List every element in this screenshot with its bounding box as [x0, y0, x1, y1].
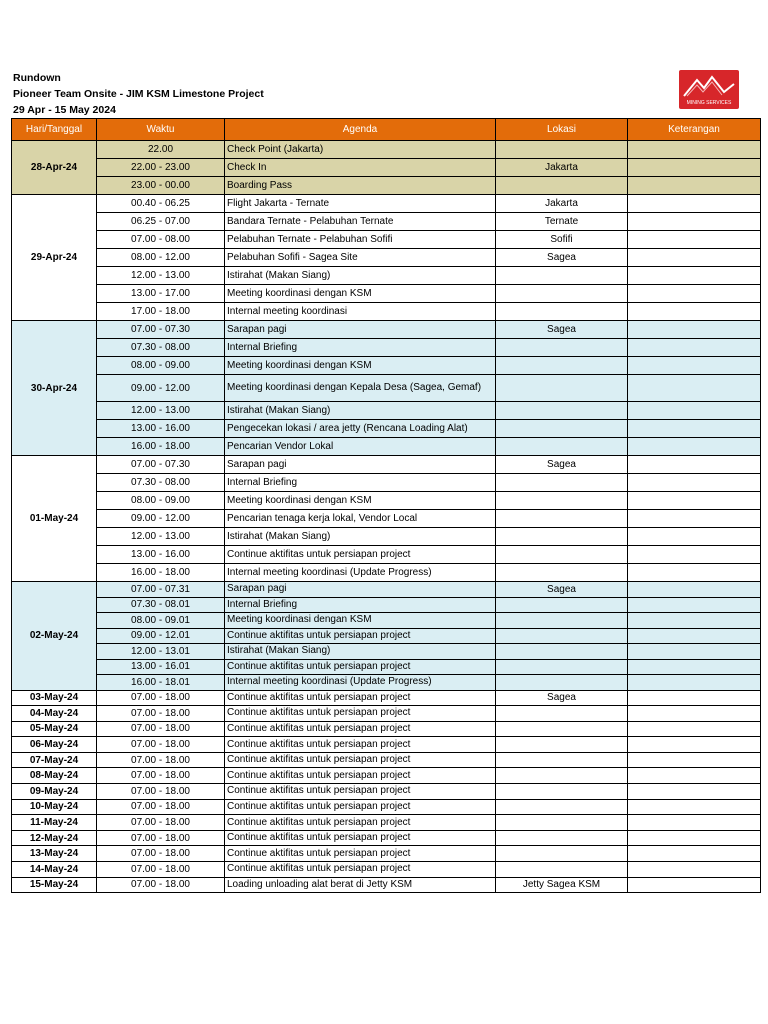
column-header-date: Hari/Tanggal: [12, 119, 97, 141]
date-cell: 14-May-24: [12, 862, 97, 878]
location-cell: [496, 141, 628, 159]
notes-cell: [628, 231, 761, 249]
date-cell: 29-Apr-24: [12, 195, 97, 321]
notes-cell: [628, 628, 761, 644]
notes-cell: [628, 474, 761, 492]
notes-cell: [628, 420, 761, 438]
agenda-cell: Meeting koordinasi dengan KSM: [225, 613, 496, 629]
table-row: [12, 597, 761, 613]
location-cell: [496, 546, 628, 564]
rundown-table: [11, 118, 761, 893]
location-cell: [496, 613, 628, 629]
table-row: [12, 644, 761, 660]
date-cell: 03-May-24: [12, 690, 97, 706]
agenda-cell: Flight Jakarta - Ternate: [225, 195, 496, 213]
date-cell: 01-May-24: [12, 456, 97, 582]
time-cell: 07.00 - 18.00: [97, 830, 225, 846]
agenda-cell: Sarapan pagi: [225, 321, 496, 339]
document-dates: 29 Apr - 15 May 2024: [13, 104, 116, 116]
location-cell: [496, 375, 628, 402]
table-row: [12, 438, 761, 456]
table-row: [12, 846, 761, 862]
notes-cell: [628, 613, 761, 629]
date-cell: 02-May-24: [12, 582, 97, 691]
time-cell: 07.00 - 07.31: [97, 582, 225, 598]
date-cell: 06-May-24: [12, 737, 97, 753]
time-cell: 13.00 - 17.00: [97, 285, 225, 303]
location-cell: [496, 768, 628, 784]
time-cell: 07.00 - 18.00: [97, 862, 225, 878]
agenda-cell: Pengecekan lokasi / area jetty (Rencana Loading Alat): [225, 420, 496, 438]
table-row: [12, 492, 761, 510]
date-cell: 30-Apr-24: [12, 321, 97, 456]
time-cell: 12.00 - 13.01: [97, 644, 225, 660]
table-row: [12, 582, 761, 598]
notes-cell: [628, 877, 761, 893]
time-cell: 13.00 - 16.00: [97, 546, 225, 564]
time-cell: 23.00 - 00.00: [97, 177, 225, 195]
date-cell: 10-May-24: [12, 799, 97, 815]
table-row: [12, 177, 761, 195]
notes-cell: [628, 528, 761, 546]
agenda-cell: Continue aktifitas untuk persiapan project: [225, 721, 496, 737]
table-row: [12, 213, 761, 231]
agenda-cell: Continue aktifitas untuk persiapan project: [225, 706, 496, 722]
notes-cell: [628, 784, 761, 800]
table-row: [12, 752, 761, 768]
agenda-cell: Bandara Ternate - Pelabuhan Ternate: [225, 213, 496, 231]
location-cell: [496, 267, 628, 285]
agenda-cell: Pelabuhan Ternate - Pelabuhan Sofifi: [225, 231, 496, 249]
location-cell: [496, 420, 628, 438]
location-cell: [496, 644, 628, 660]
location-cell: [496, 846, 628, 862]
location-cell: [496, 339, 628, 357]
time-cell: 16.00 - 18.00: [97, 564, 225, 582]
location-cell: [496, 659, 628, 675]
notes-cell: [628, 830, 761, 846]
table-row: [12, 231, 761, 249]
location-cell: [496, 510, 628, 528]
table-row: [12, 375, 761, 402]
column-header-time: Waktu: [97, 119, 225, 141]
agenda-cell: Pencarian Vendor Lokal: [225, 438, 496, 456]
location-cell: Jakarta: [496, 159, 628, 177]
location-cell: [496, 737, 628, 753]
time-cell: 16.00 - 18.01: [97, 675, 225, 691]
agenda-cell: Continue aktifitas untuk persiapan project: [225, 784, 496, 800]
time-cell: 13.00 - 16.00: [97, 420, 225, 438]
date-cell: 05-May-24: [12, 721, 97, 737]
time-cell: 09.00 - 12.01: [97, 628, 225, 644]
time-cell: 07.30 - 08.00: [97, 474, 225, 492]
agenda-cell: Continue aktifitas untuk persiapan project: [225, 659, 496, 675]
agenda-cell: Continue aktifitas untuk persiapan project: [225, 628, 496, 644]
agenda-cell: Continue aktifitas untuk persiapan project: [225, 830, 496, 846]
column-header-location: Lokasi: [496, 119, 628, 141]
location-cell: [496, 628, 628, 644]
table-row: [12, 628, 761, 644]
location-cell: [496, 285, 628, 303]
location-cell: Jetty Sagea KSM: [496, 877, 628, 893]
location-cell: Sagea: [496, 321, 628, 339]
time-cell: 07.00 - 08.00: [97, 231, 225, 249]
agenda-cell: Internal Briefing: [225, 474, 496, 492]
notes-cell: [628, 285, 761, 303]
location-cell: [496, 177, 628, 195]
agenda-cell: Pelabuhan Sofifi - Sagea Site: [225, 249, 496, 267]
location-cell: Jakarta: [496, 195, 628, 213]
time-cell: 08.00 - 09.00: [97, 357, 225, 375]
notes-cell: [628, 768, 761, 784]
notes-cell: [628, 510, 761, 528]
agenda-cell: Check In: [225, 159, 496, 177]
time-cell: 17.00 - 18.00: [97, 303, 225, 321]
agenda-cell: Continue aktifitas untuk persiapan project: [225, 846, 496, 862]
table-row: [12, 249, 761, 267]
table-row: [12, 546, 761, 564]
agenda-cell: Continue aktifitas untuk persiapan project: [225, 862, 496, 878]
column-header-agenda: Agenda: [225, 119, 496, 141]
table-row: [12, 830, 761, 846]
time-cell: 00.40 - 06.25: [97, 195, 225, 213]
time-cell: 07.00 - 18.00: [97, 721, 225, 737]
agenda-cell: Continue aktifitas untuk persiapan project: [225, 799, 496, 815]
notes-cell: [628, 846, 761, 862]
notes-cell: [628, 195, 761, 213]
notes-cell: [628, 303, 761, 321]
notes-cell: [628, 213, 761, 231]
location-cell: Ternate: [496, 213, 628, 231]
time-cell: 07.00 - 18.00: [97, 799, 225, 815]
table-row: [12, 528, 761, 546]
rundown-body: [12, 141, 761, 893]
time-cell: 08.00 - 09.01: [97, 613, 225, 629]
agenda-cell: Meeting koordinasi dengan KSM: [225, 285, 496, 303]
time-cell: 12.00 - 13.00: [97, 528, 225, 546]
location-cell: Sagea: [496, 690, 628, 706]
document-title: Rundown: [13, 72, 61, 84]
notes-cell: [628, 752, 761, 768]
notes-cell: [628, 737, 761, 753]
notes-cell: [628, 438, 761, 456]
notes-cell: [628, 339, 761, 357]
location-cell: [496, 862, 628, 878]
agenda-cell: Loading unloading alat berat di Jetty KSM: [225, 877, 496, 893]
location-cell: [496, 799, 628, 815]
notes-cell: [628, 402, 761, 420]
table-row: [12, 706, 761, 722]
date-cell: 07-May-24: [12, 752, 97, 768]
time-cell: 09.00 - 12.00: [97, 375, 225, 402]
company-logo-icon: [679, 70, 739, 109]
time-cell: 07.00 - 18.00: [97, 846, 225, 862]
time-cell: 08.00 - 09.00: [97, 492, 225, 510]
table-row: [12, 690, 761, 706]
table-row: [12, 721, 761, 737]
table-row: [12, 357, 761, 375]
notes-cell: [628, 721, 761, 737]
time-cell: 07.00 - 18.00: [97, 752, 225, 768]
notes-cell: [628, 375, 761, 402]
location-cell: [496, 784, 628, 800]
location-cell: [496, 438, 628, 456]
time-cell: 07.00 - 18.00: [97, 706, 225, 722]
agenda-cell: Continue aktifitas untuk persiapan project: [225, 690, 496, 706]
notes-cell: [628, 177, 761, 195]
location-cell: [496, 830, 628, 846]
table-row: [12, 267, 761, 285]
agenda-cell: Meeting koordinasi dengan KSM: [225, 357, 496, 375]
time-cell: 12.00 - 13.00: [97, 402, 225, 420]
notes-cell: [628, 799, 761, 815]
time-cell: 07.00 - 18.00: [97, 784, 225, 800]
time-cell: 07.00 - 18.00: [97, 877, 225, 893]
date-cell: 13-May-24: [12, 846, 97, 862]
location-cell: [496, 402, 628, 420]
date-cell: 08-May-24: [12, 768, 97, 784]
notes-cell: [628, 659, 761, 675]
agenda-cell: Continue aktifitas untuk persiapan project: [225, 546, 496, 564]
notes-cell: [628, 564, 761, 582]
time-cell: 07.00 - 18.00: [97, 768, 225, 784]
table-row: [12, 303, 761, 321]
agenda-cell: Continue aktifitas untuk persiapan project: [225, 737, 496, 753]
time-cell: 16.00 - 18.00: [97, 438, 225, 456]
agenda-cell: Internal meeting koordinasi (Update Progress): [225, 564, 496, 582]
table-row: [12, 877, 761, 893]
time-cell: 09.00 - 12.00: [97, 510, 225, 528]
table-header-row: [12, 119, 761, 141]
agenda-cell: Continue aktifitas untuk persiapan project: [225, 768, 496, 784]
table-row: [12, 815, 761, 831]
agenda-cell: Internal Briefing: [225, 339, 496, 357]
date-cell: 11-May-24: [12, 815, 97, 831]
location-cell: [496, 721, 628, 737]
time-cell: 07.00 - 18.00: [97, 690, 225, 706]
column-header-notes: Keterangan: [628, 119, 761, 141]
time-cell: 22.00: [97, 141, 225, 159]
date-cell: 15-May-24: [12, 877, 97, 893]
notes-cell: [628, 159, 761, 177]
time-cell: 07.00 - 18.00: [97, 737, 225, 753]
notes-cell: [628, 644, 761, 660]
table-row: [12, 285, 761, 303]
location-cell: [496, 303, 628, 321]
location-cell: [496, 492, 628, 510]
table-row: [12, 474, 761, 492]
location-cell: [496, 528, 628, 546]
table-row: [12, 141, 761, 159]
time-cell: 08.00 - 12.00: [97, 249, 225, 267]
agenda-cell: Istirahat (Makan Siang): [225, 402, 496, 420]
agenda-cell: Internal Briefing: [225, 597, 496, 613]
location-cell: [496, 597, 628, 613]
agenda-cell: Internal meeting koordinasi (Update Progress): [225, 675, 496, 691]
agenda-cell: Sarapan pagi: [225, 582, 496, 598]
agenda-cell: Meeting koordinasi dengan KSM: [225, 492, 496, 510]
notes-cell: [628, 357, 761, 375]
notes-cell: [628, 321, 761, 339]
location-cell: [496, 675, 628, 691]
agenda-cell: Istirahat (Makan Siang): [225, 644, 496, 660]
table-row: [12, 510, 761, 528]
time-cell: 06.25 - 07.00: [97, 213, 225, 231]
table-row: [12, 402, 761, 420]
notes-cell: [628, 249, 761, 267]
agenda-cell: Internal meeting koordinasi: [225, 303, 496, 321]
time-cell: 12.00 - 13.00: [97, 267, 225, 285]
agenda-cell: Istirahat (Makan Siang): [225, 528, 496, 546]
table-row: [12, 159, 761, 177]
notes-cell: [628, 267, 761, 285]
notes-cell: [628, 456, 761, 474]
date-cell: 28-Apr-24: [12, 141, 97, 195]
time-cell: 07.00 - 07.30: [97, 321, 225, 339]
table-row: [12, 675, 761, 691]
notes-cell: [628, 675, 761, 691]
agenda-cell: Continue aktifitas untuk persiapan project: [225, 752, 496, 768]
table-row: [12, 613, 761, 629]
notes-cell: [628, 141, 761, 159]
date-cell: 09-May-24: [12, 784, 97, 800]
location-cell: Sagea: [496, 582, 628, 598]
date-cell: 12-May-24: [12, 830, 97, 846]
table-row: [12, 456, 761, 474]
time-cell: 07.00 - 18.00: [97, 815, 225, 831]
time-cell: 07.30 - 08.01: [97, 597, 225, 613]
table-row: [12, 799, 761, 815]
table-row: [12, 737, 761, 753]
table-row: [12, 564, 761, 582]
document-header: [13, 70, 264, 118]
table-row: [12, 862, 761, 878]
table-row: [12, 195, 761, 213]
notes-cell: [628, 582, 761, 598]
location-cell: [496, 815, 628, 831]
date-cell: 04-May-24: [12, 706, 97, 722]
table-row: [12, 321, 761, 339]
notes-cell: [628, 862, 761, 878]
agenda-cell: Boarding Pass: [225, 177, 496, 195]
document-subtitle: Pioneer Team Onsite - JIM KSM Limestone Project: [13, 88, 264, 100]
notes-cell: [628, 815, 761, 831]
location-cell: [496, 357, 628, 375]
agenda-cell: Continue aktifitas untuk persiapan project: [225, 815, 496, 831]
table-row: [12, 659, 761, 675]
time-cell: 13.00 - 16.01: [97, 659, 225, 675]
location-cell: Sagea: [496, 456, 628, 474]
table-row: [12, 784, 761, 800]
location-cell: [496, 752, 628, 768]
table-row: [12, 420, 761, 438]
location-cell: [496, 706, 628, 722]
agenda-cell: Istirahat (Makan Siang): [225, 267, 496, 285]
time-cell: 07.30 - 08.00: [97, 339, 225, 357]
agenda-cell: Meeting koordinasi dengan Kepala Desa (Sagea, Gemaf): [225, 375, 496, 402]
logo-text: MINING SERVICES: [686, 100, 732, 106]
time-cell: 22.00 - 23.00: [97, 159, 225, 177]
table-row: [12, 339, 761, 357]
notes-cell: [628, 690, 761, 706]
agenda-cell: Sarapan pagi: [225, 456, 496, 474]
time-cell: 07.00 - 07.30: [97, 456, 225, 474]
location-cell: [496, 474, 628, 492]
location-cell: Sagea: [496, 249, 628, 267]
notes-cell: [628, 546, 761, 564]
agenda-cell: Check Point (Jakarta): [225, 141, 496, 159]
notes-cell: [628, 706, 761, 722]
location-cell: Sofifi: [496, 231, 628, 249]
location-cell: [496, 564, 628, 582]
notes-cell: [628, 492, 761, 510]
notes-cell: [628, 597, 761, 613]
agenda-cell: Pencarian tenaga kerja lokal, Vendor Local: [225, 510, 496, 528]
table-row: [12, 768, 761, 784]
